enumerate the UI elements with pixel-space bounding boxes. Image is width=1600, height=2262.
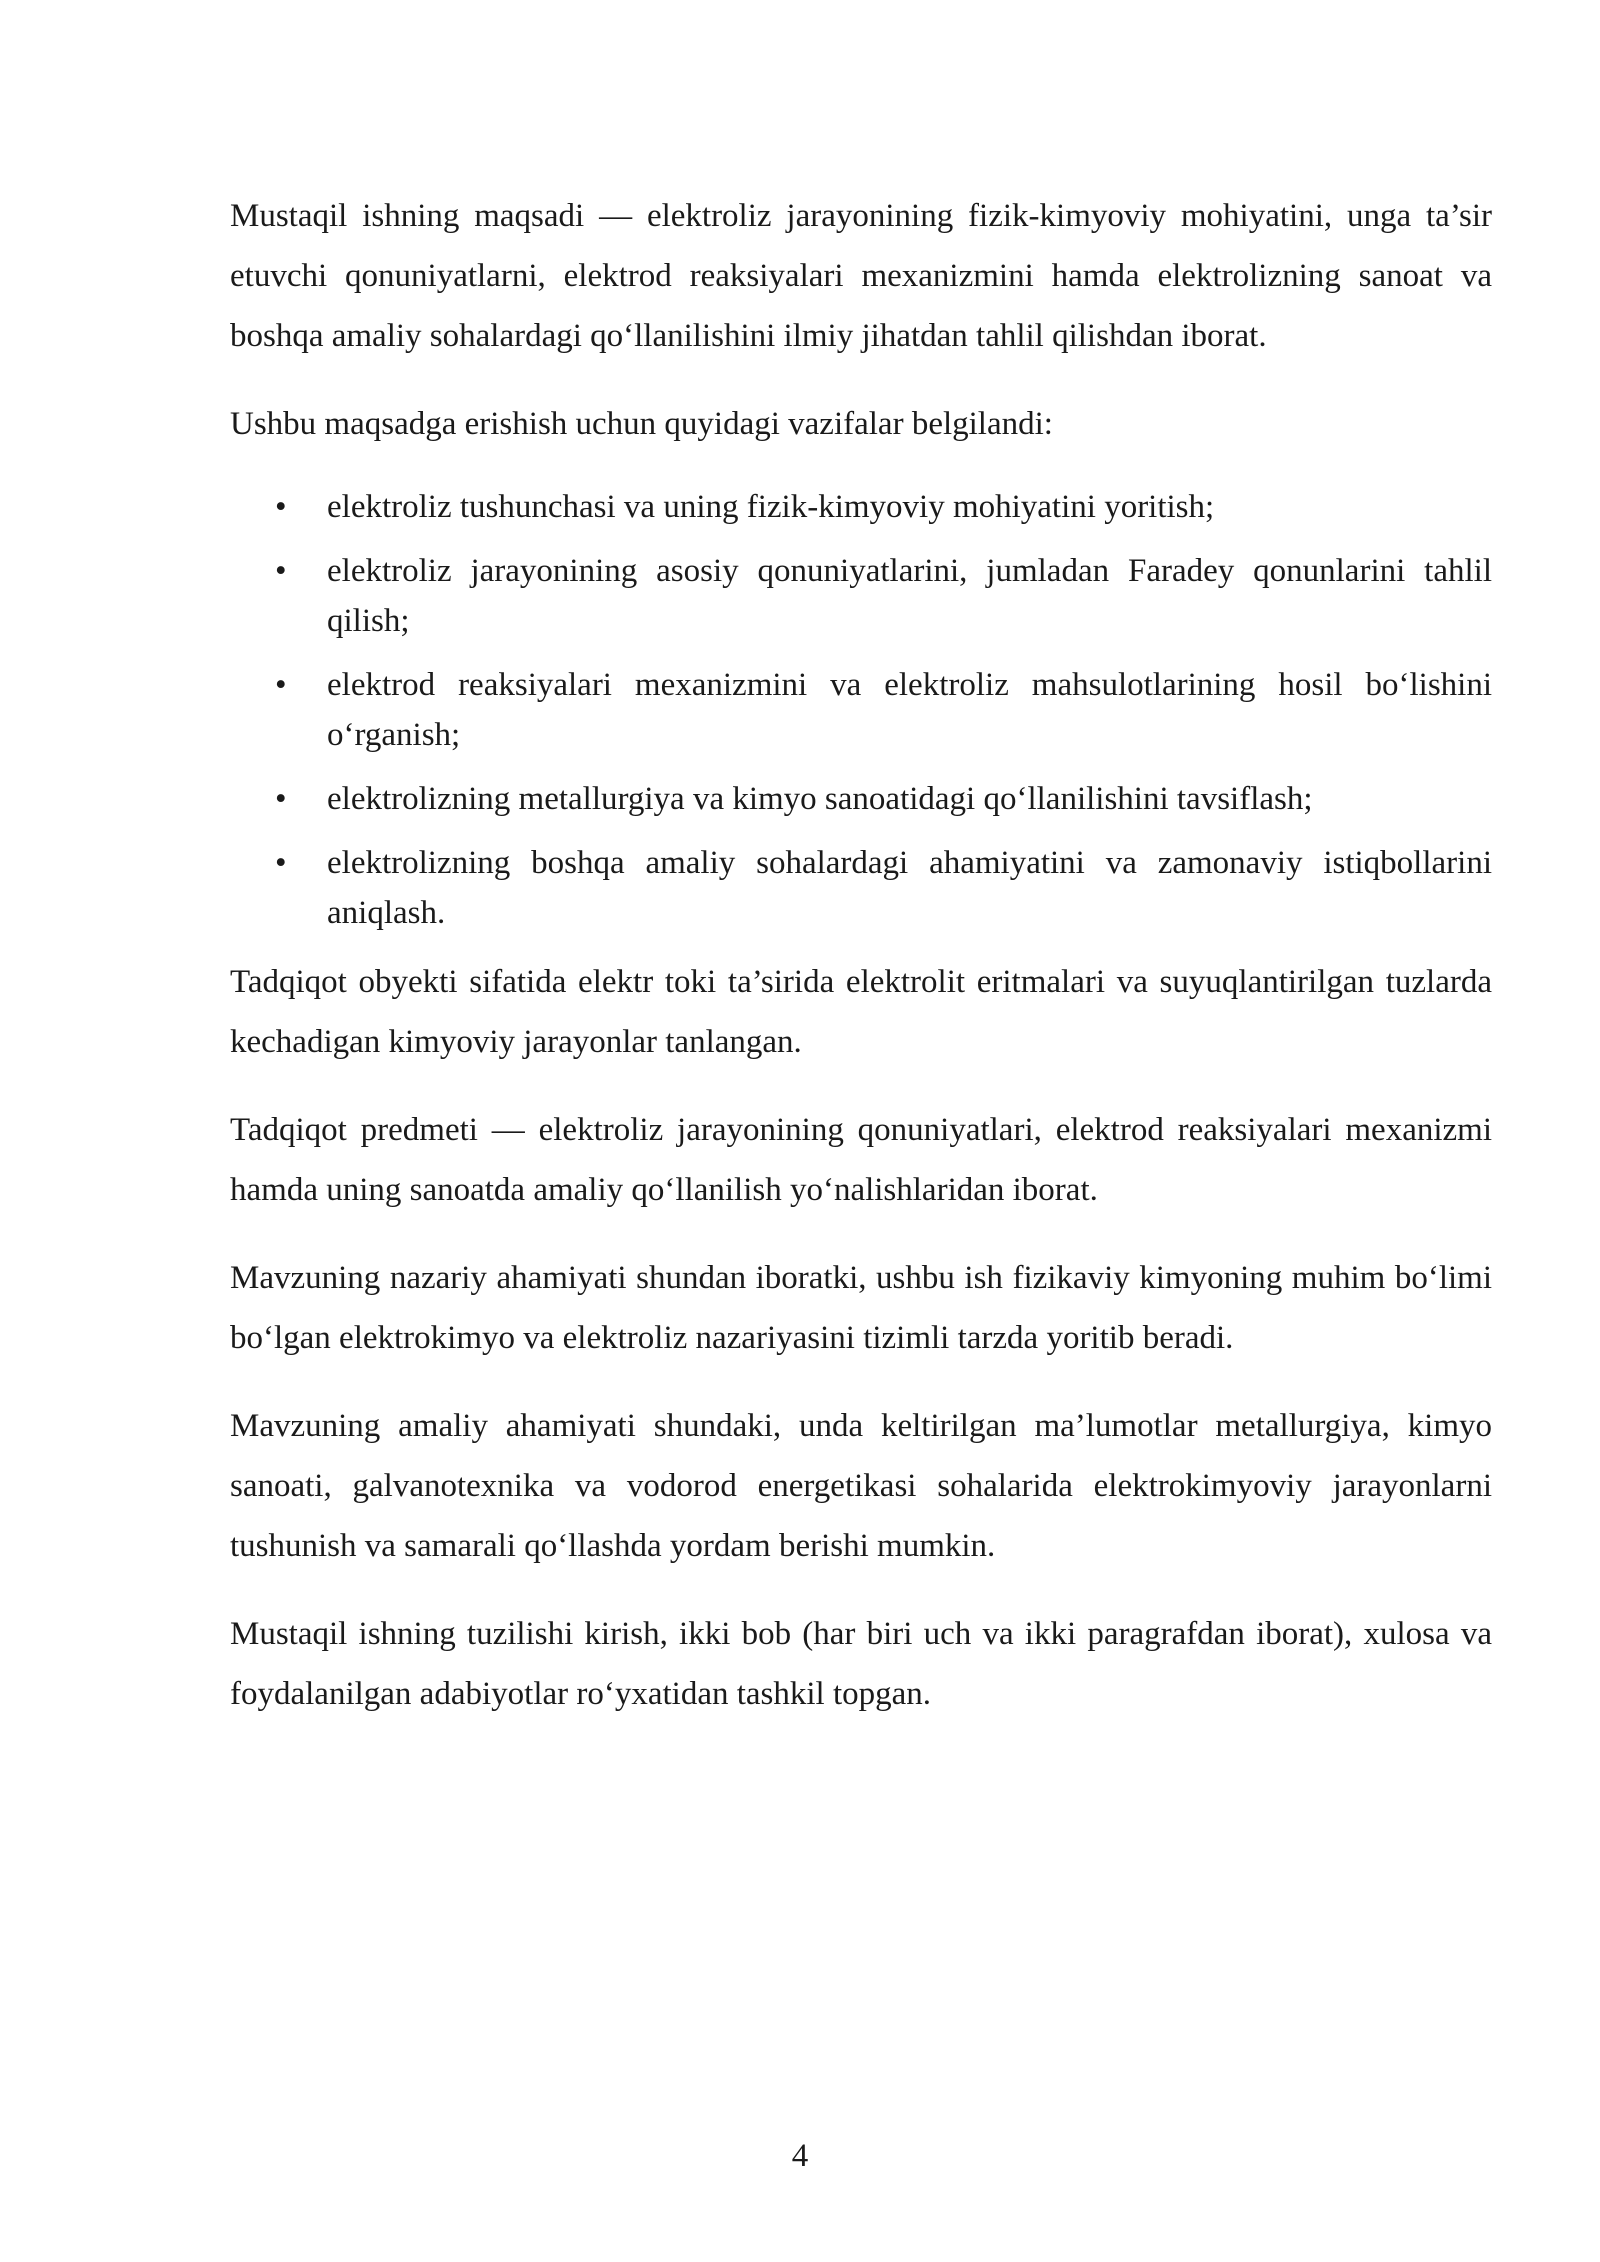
list-item bbox=[230, 838, 1492, 938]
list-item bbox=[230, 774, 1492, 824]
bullet-icon: • bbox=[275, 667, 287, 703]
bullet-icon: • bbox=[275, 553, 287, 589]
paragraph-purpose: Mustaqil ishning maqsadi — elektroliz jarayonining fizik-kimyoviy mohiyatini, unga ta’sir etuvchi qonuniyatlarni, elektrod reaksiyalari mexanizmini hamda elektrolizning sanoat va boshqa amaliy sohalardagi qo‘llanilishini ilmiy jihatdan tahlil qilishdan iborat. bbox=[230, 198, 1492, 354]
list-item-text: elektroliz tushunchasi va uning fizik-kimyoviy mohiyatini yoritish; bbox=[327, 489, 1215, 525]
paragraph-structure: Mustaqil ishning tuzilishi kirish, ikki bob (har biri uch va ikki paragrafdan iborat), xulosa va foydalanilgan adabiyotlar ro‘yxatidan tashkil topgan. bbox=[230, 1616, 1492, 1712]
paragraph-theoretical-significance: Mavzuning nazariy ahamiyati shundan iboratki, ushbu ish fizikaviy kimyoning muhim bo‘limi bo‘lgan elektrokimyo va elektroliz nazariyasini tizimli tarzda yoritib beradi. bbox=[230, 1260, 1492, 1356]
page-number: 4 bbox=[791, 2138, 809, 2174]
paragraph-research-subject: Tadqiqot predmeti — elektroliz jarayonining qonuniyatlari, elektrod reaksiyalari mexanizmi hamda uning sanoatda amaliy qo‘llanilish yo‘nalishlaridan iborat. bbox=[230, 1112, 1492, 1208]
list-item bbox=[230, 546, 1492, 646]
list-item-text: elektrod reaksiyalari mexanizmini va elektroliz mahsulotlarining hosil bo‘lishini o‘rganish; bbox=[327, 667, 1492, 753]
paragraph-research-object: Tadqiqot obyekti sifatida elektr toki ta’sirida elektrolit eritmalari va suyuqlantirilgan tuzlarda kechadigan kimyoviy jarayonlar tanlangan. bbox=[230, 964, 1492, 1060]
page-body bbox=[230, 186, 1492, 1752]
bullet-icon: • bbox=[275, 781, 287, 817]
list-item-text: elektrolizning boshqa amaliy sohalardagi ahamiyatini va zamonaviy istiqbollarini aniqlash. bbox=[327, 845, 1492, 931]
list-item bbox=[230, 482, 1492, 532]
bullet-icon: • bbox=[275, 489, 287, 525]
bullet-icon: • bbox=[275, 845, 287, 881]
list-item bbox=[230, 660, 1492, 760]
list-item-text: elektroliz jarayonining asosiy qonuniyatlarini, jumladan Faradey qonunlarini tahlil qilish; bbox=[327, 553, 1492, 639]
task-list bbox=[230, 482, 1492, 938]
paragraph-tasks-intro: Ushbu maqsadga erishish uchun quyidagi vazifalar belgilandi: bbox=[230, 406, 1053, 442]
list-item-text: elektrolizning metallurgiya va kimyo sanoatidagi qo‘llanilishini tavsiflash; bbox=[327, 781, 1313, 817]
paragraph-practical-significance: Mavzuning amaliy ahamiyati shundaki, unda keltirilgan ma’lumotlar metallurgiya, kimyo sanoati, galvanotexnika va vodorod energetikasi sohalarida elektrokimyoviy jarayonlarni tushunish va samarali qo‘llashda yordam berishi mumkin. bbox=[230, 1408, 1492, 1564]
